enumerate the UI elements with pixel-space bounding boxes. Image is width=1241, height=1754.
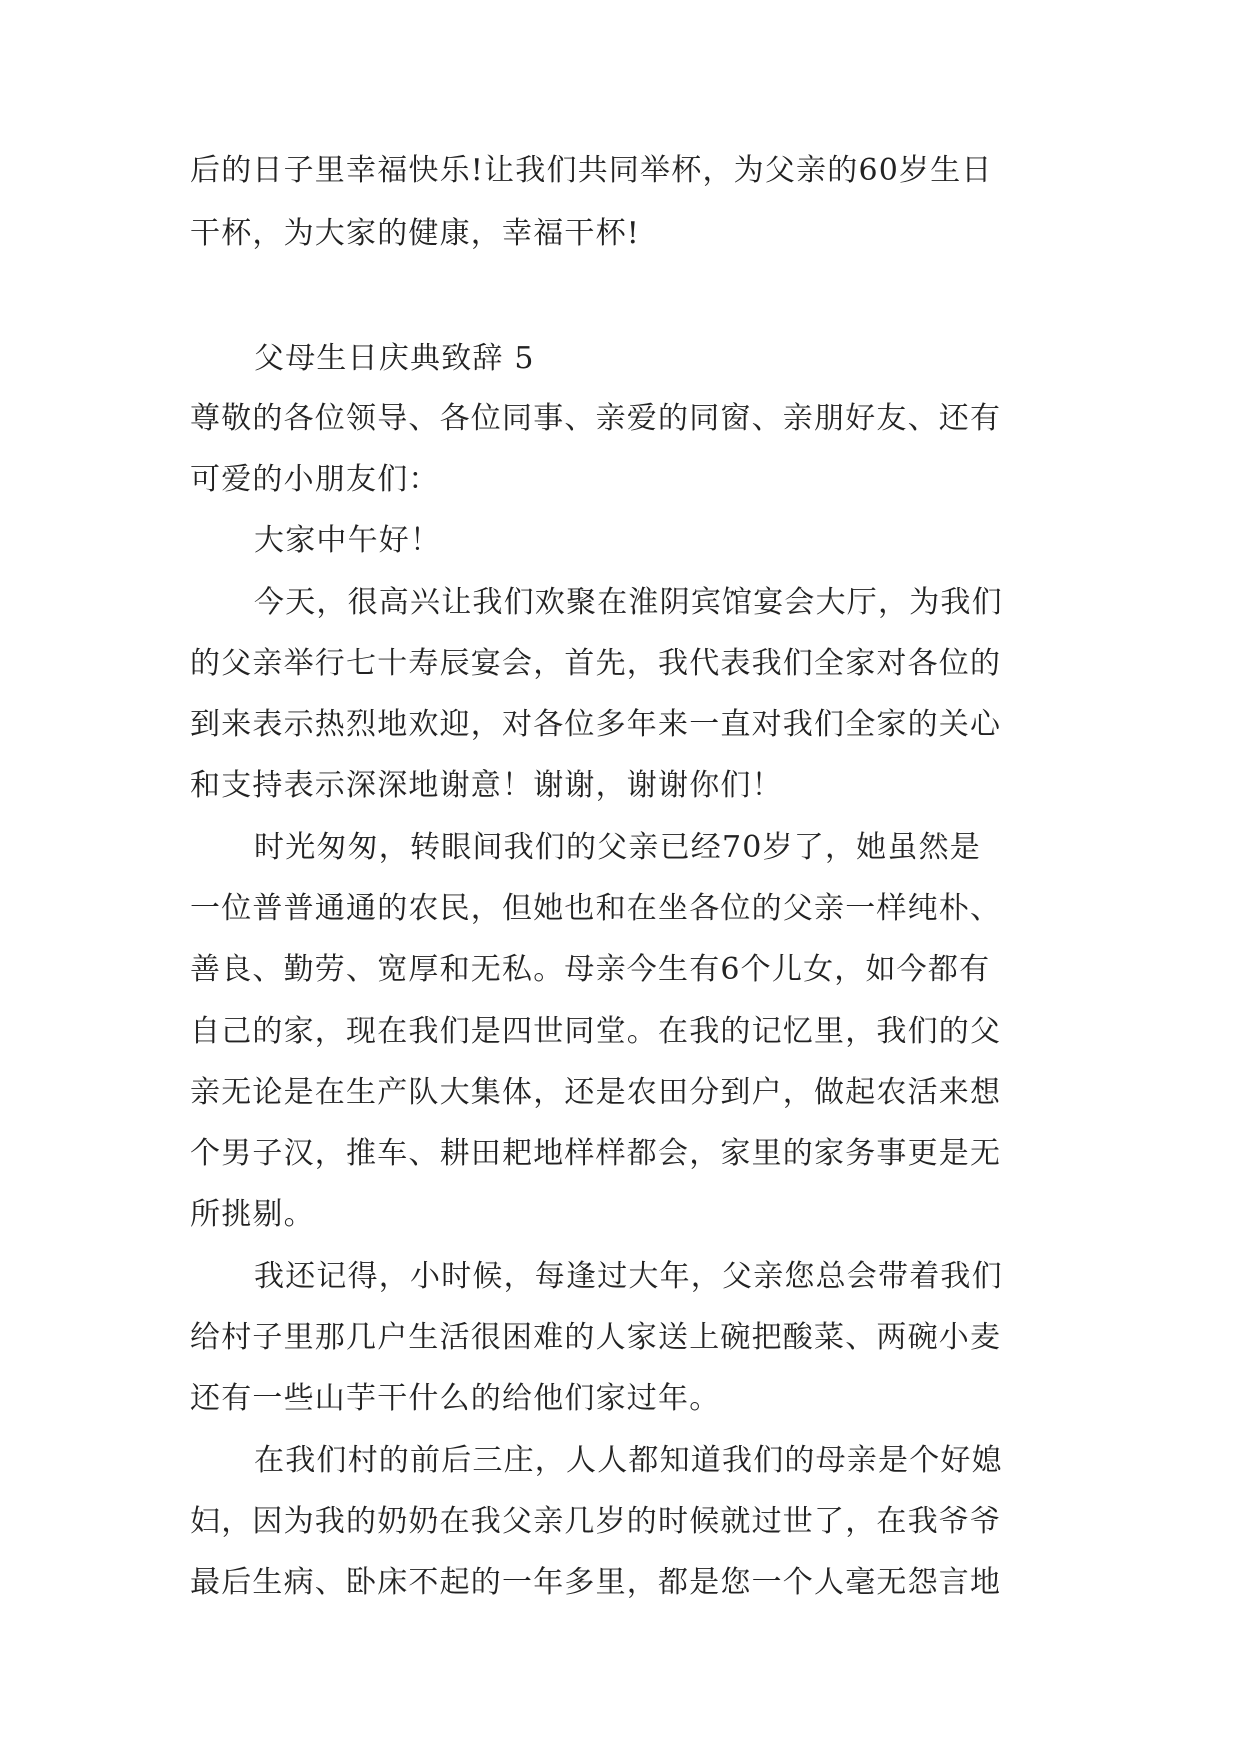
text-line: 最后生病、卧床不起的一年多里，都是您一个人毫无怨言地 xyxy=(190,1565,1002,1600)
text-line: 所挑剔。 xyxy=(190,1197,315,1232)
text-line: 的父亲举行七十寿辰宴会，首先，我代表我们全家对各位的 xyxy=(190,646,1002,681)
text-line: 到来表示热烈地欢迎，对各位多年来一直对我们全家的关心 xyxy=(190,707,1002,742)
text-line: 今天，很高兴让我们欢聚在淮阴宾馆宴会大厅，为我们 xyxy=(254,585,1003,620)
text-line: 善良、勤劳、宽厚和无私。母亲今生有6个儿女，如今都有 xyxy=(190,952,991,987)
text-line: 妇，因为我的奶奶在我父亲几岁的时候就过世了，在我爷爷 xyxy=(190,1504,1002,1539)
text-line: 干杯，为大家的健康，幸福干杯! xyxy=(190,216,641,251)
text-line: 我还记得，小时候，每逢过大年，父亲您总会带着我们 xyxy=(254,1259,1003,1294)
text-line: 还有一些山芋干什么的给他们家过年。 xyxy=(190,1381,721,1416)
text-line: 给村子里那几户生活很困难的人家送上碗把酸菜、两碗小麦 xyxy=(190,1320,1002,1355)
text-line: 尊敬的各位领导、各位同事、亲爱的同窗、亲朋好友、还有 xyxy=(190,401,1002,436)
text-line: 个男子汉，推车、耕田耙地样样都会，家里的家务事更是无 xyxy=(190,1136,1002,1171)
text-line: 自己的家，现在我们是四世同堂。在我的记忆里，我们的父 xyxy=(190,1014,1002,1049)
text-line: 后的日子里幸福快乐!让我们共同举杯，为父亲的60岁生日 xyxy=(190,153,993,188)
text-line: 大家中午好！ xyxy=(254,523,442,558)
text-line: 在我们村的前后三庄，人人都知道我们的母亲是个好媳 xyxy=(254,1443,1003,1478)
text-line: 亲无论是在生产队大集体，还是农田分到户，做起农活来想 xyxy=(190,1075,1002,1110)
text-line: 时光匆匆，转眼间我们的父亲已经70岁了，她虽然是 xyxy=(254,830,981,865)
text-line: 一位普普通通的农民，但她也和在坐各位的父亲一样纯朴、 xyxy=(190,891,1002,926)
text-line: 可爱的小朋友们： xyxy=(190,462,440,497)
section-heading: 父母生日庆典致辞 5 xyxy=(254,341,535,376)
text-line: 和支持表示深深地谢意！谢谢，谢谢你们！ xyxy=(190,768,783,803)
